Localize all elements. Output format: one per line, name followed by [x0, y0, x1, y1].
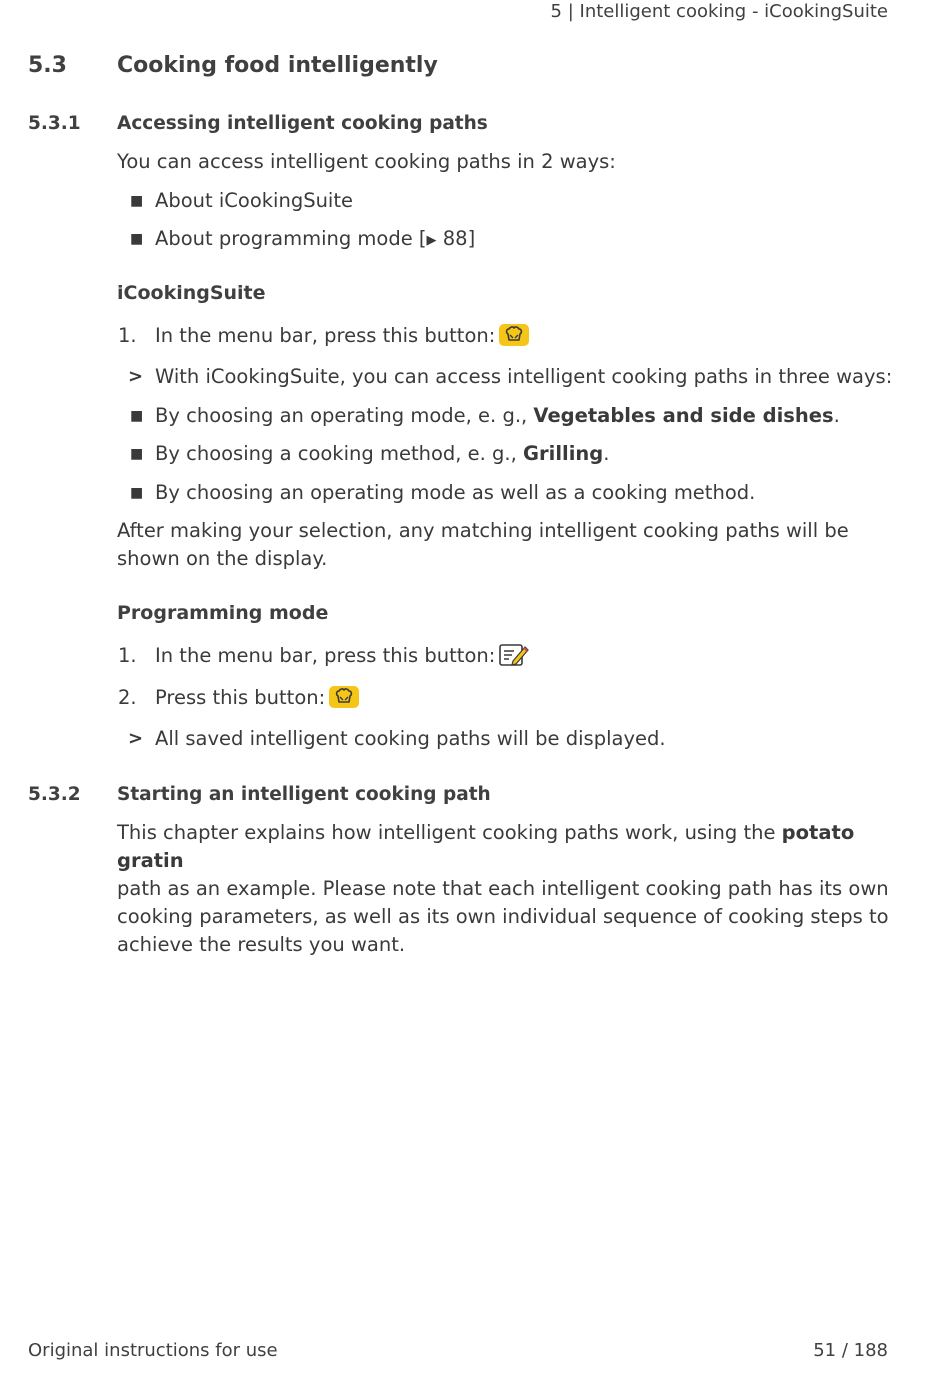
result-marker: > — [128, 728, 144, 749]
triangle-right-icon: ▶ — [426, 233, 437, 248]
bullet-marker: ■ — [130, 485, 144, 501]
edit-program-icon — [499, 643, 529, 667]
result-text: With iCookingSuite, you can access intelligent cooking paths in three ways: — [155, 365, 893, 388]
starting-path-paragraph — [117, 819, 897, 959]
chef-hat-icon — [329, 686, 359, 708]
step-text — [155, 642, 529, 670]
result-text: All saved intelligent cooking paths will be displayed. — [155, 727, 666, 750]
running-header: 5 | Intelligent cooking - iCookingSuite — [550, 1, 888, 22]
list-item-text: About programming mode [ — [155, 227, 427, 250]
operating-mode-name: Vegetables and side dishes — [533, 404, 834, 427]
section-number: 5.3 — [28, 53, 67, 78]
paragraph-line: path as an example. Please note that each intelligent cooking path has its own — [117, 877, 889, 900]
programming-heading: Programming mode — [117, 602, 329, 624]
step-text — [155, 322, 529, 350]
bullet-marker: ■ — [130, 193, 144, 209]
step-number: 2. — [118, 686, 137, 709]
bullet-marker: ■ — [130, 231, 144, 247]
paragraph-line: After making your selection, any matching intelligent cooking paths will be — [117, 519, 849, 542]
paragraph-line: cooking parameters, as well as its own individual sequence of cooking steps to — [117, 905, 889, 928]
list-item-text: By choosing an operating mode, e. g., — [155, 404, 534, 427]
step-number: 1. — [118, 324, 137, 347]
list-item-punct: . — [833, 404, 840, 427]
footer-document-title: Original instructions for use — [28, 1340, 278, 1361]
list-item — [155, 402, 840, 430]
cooking-method-name: Grilling — [523, 442, 604, 465]
list-item — [155, 225, 475, 255]
list-item: By choosing an operating mode as well as a cooking method. — [155, 481, 756, 504]
subsection-title: Accessing intelligent cooking paths — [117, 113, 488, 134]
section-title: Cooking food intelligently — [117, 53, 438, 78]
list-item-punct: . — [603, 442, 610, 465]
list-item — [155, 440, 609, 468]
step-number: 1. — [118, 644, 137, 667]
step-text-label: In the menu bar, press this button: — [155, 324, 496, 347]
step-text — [155, 684, 359, 712]
subsection-number: 5.3.1 — [28, 113, 81, 134]
icooking-heading: iCookingSuite — [117, 282, 266, 304]
step-text-label: In the menu bar, press this button: — [155, 644, 496, 667]
result-marker: > — [128, 366, 144, 387]
bullet-marker: ■ — [130, 408, 144, 424]
step-text-label: Press this button: — [155, 686, 326, 709]
subsection-number: 5.3.2 — [28, 784, 81, 805]
chef-hat-icon — [499, 324, 529, 346]
list-item: About iCookingSuite — [155, 189, 353, 212]
bullet-marker: ■ — [130, 446, 144, 462]
subsection-title: Starting an intelligent cooking path — [117, 784, 491, 805]
paragraph-line: achieve the results you want. — [117, 933, 406, 956]
footer-page-number: 51 / 188 — [813, 1340, 888, 1361]
list-item-text: By choosing a cooking method, e. g., — [155, 442, 524, 465]
page-reference-link[interactable]: 88] — [442, 227, 476, 250]
after-selection-paragraph — [117, 517, 892, 573]
paragraph-line: This chapter explains how intelligent cooking paths work, using the — [117, 821, 782, 844]
paragraph-line: shown on the display. — [117, 547, 328, 570]
example-path-name: potato gratin — [117, 821, 855, 872]
intro-paragraph: You can access intelligent cooking paths in 2 ways: — [117, 150, 616, 173]
